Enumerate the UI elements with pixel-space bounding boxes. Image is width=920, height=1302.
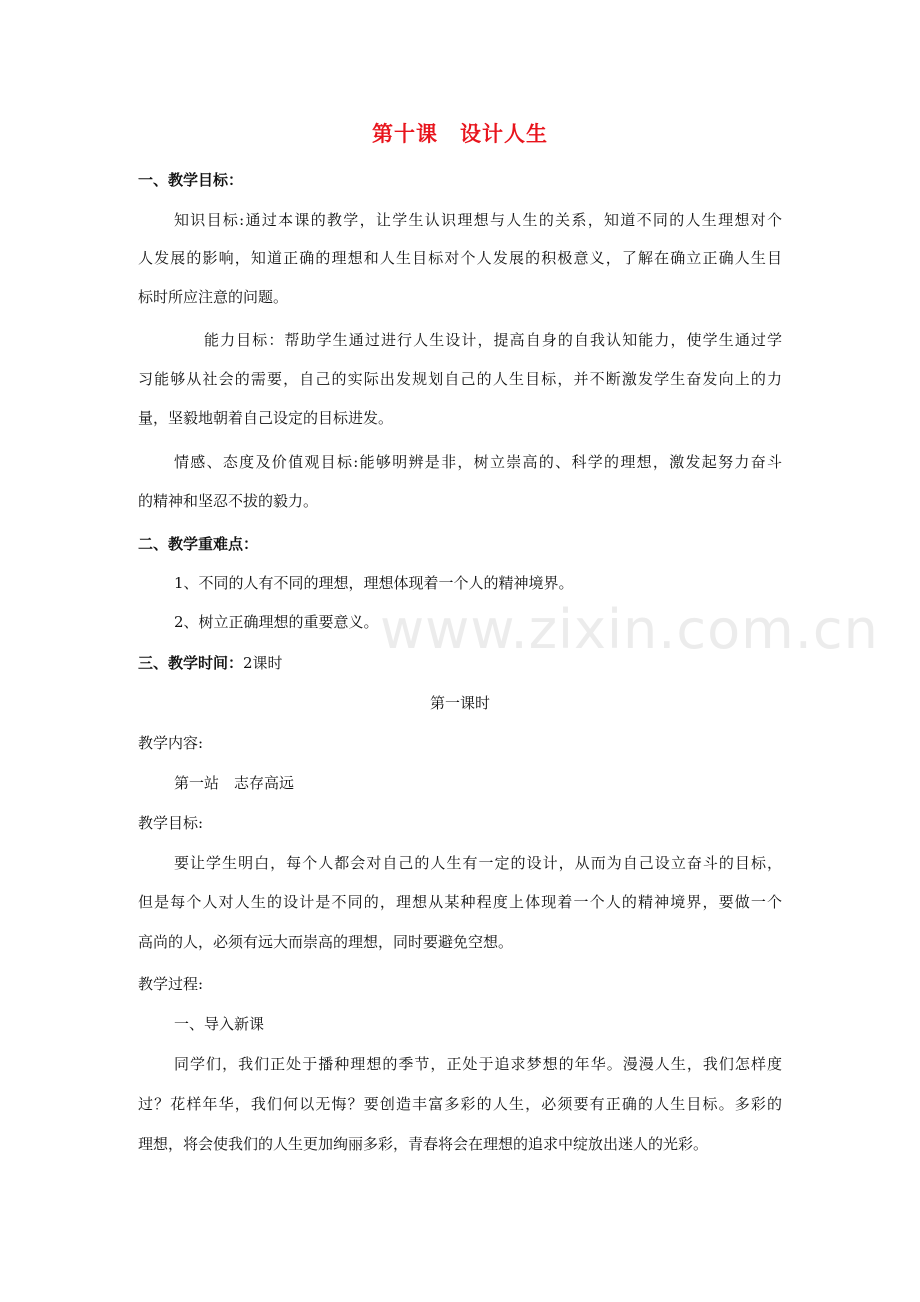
knowledge-goal-line-1: 知识目标:通过本课的教学，让学生认识理想与人生的关系，知道不同的人生理想对个 [174, 211, 782, 229]
emotion-goal-line-1: 情感、态度及价值观目标:能够明辨是非，树立崇高的、科学的理想，激发起努力奋斗 [174, 453, 782, 471]
intro-line-2: 过？花样年华，我们何以无悔？要创造丰富多彩的人生，必须要有正确的人生目标。多彩的 [138, 1095, 782, 1113]
intro-line-3: 理想，将会使我们的人生更加绚丽多彩，青春将会在理想的追求中绽放出迷人的光彩。 [138, 1135, 709, 1153]
station-title: 第一站 志存高远 [174, 774, 295, 792]
knowledge-goal-line-3: 标时所应注意的问题。 [138, 288, 289, 306]
section-heading-time [138, 653, 283, 673]
ability-goal-line-3: 量，坚毅地朝着自己设定的目标进发。 [138, 409, 394, 427]
key-point-item-2: 2、树立正确理想的重要意义。 [174, 613, 379, 631]
emotion-goal-line-2: 的精神和坚忍不拔的毅力。 [138, 492, 319, 510]
section-heading-key-points: 二、教学重难点： [138, 535, 259, 553]
lesson-heading: 第一课时 [429, 694, 490, 712]
goal-label: 教学目标: [138, 814, 204, 832]
goal-line-2: 但是每个人对人生的设计是不同的，理想从某种程度上体现着一个人的精神境界，要做一个 [138, 893, 782, 911]
section-heading-objectives: 一、教学目标： [138, 171, 244, 189]
time-value: 2课时 [243, 654, 283, 672]
intro-heading: 一、导入新课 [174, 1015, 265, 1033]
intro-line-1: 同学们，我们正处于播种理想的季节，正处于追求梦想的年华。漫漫人生，我们怎样度 [174, 1055, 782, 1073]
content-label: 教学内容: [138, 734, 204, 752]
knowledge-goal-line-2: 人发展的影响，知道正确的理想和人生目标对个人发展的积极意义，了解在确立正确人生目 [138, 249, 782, 267]
time-label: 三、教学时间： [138, 654, 244, 672]
process-label: 教学过程: [138, 975, 204, 993]
goal-line-3: 高尚的人，必须有远大而崇高的理想，同时要避免空想。 [138, 933, 514, 951]
ability-goal-line-1: 能力目标：帮助学生通过进行人生设计，提高自身的自我认知能力，使学生通过学 [204, 331, 782, 349]
key-point-item-1: 1、不同的人有不同的理想，理想体现着一个人的精神境界。 [174, 574, 574, 592]
page-title: 第十课 设计人生 [372, 121, 548, 146]
ability-goal-line-2: 习能够从社会的需要，自己的实际出发规划自己的人生目标，并不断激发学生奋发向上的力 [138, 370, 782, 388]
watermark: www.zixin.com.cn [380, 598, 879, 661]
goal-line-1: 要让学生明白，每个人都会对自己的人生有一定的设计，从而为自己设立奋斗的目标， [174, 854, 782, 872]
